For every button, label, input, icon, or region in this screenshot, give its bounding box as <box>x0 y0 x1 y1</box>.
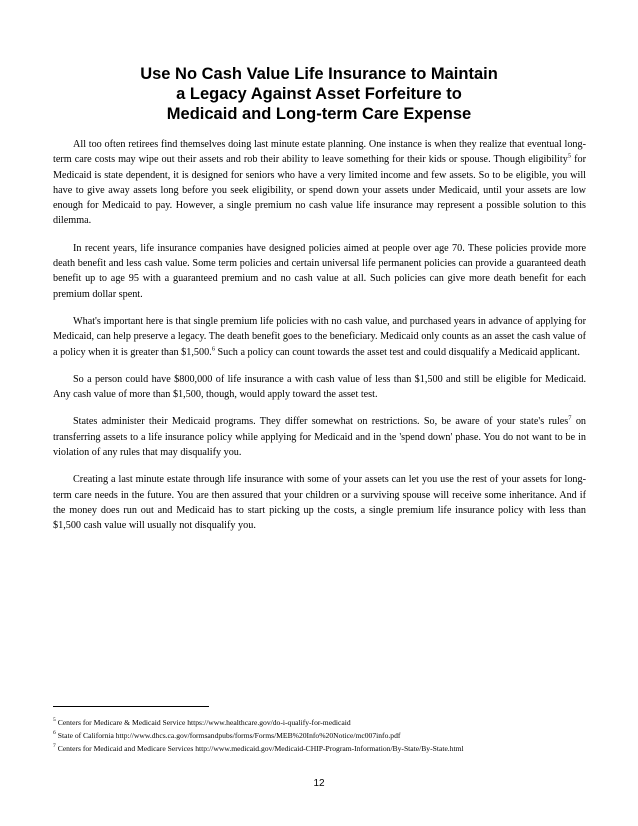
footnote-number: 7 <box>53 743 56 750</box>
footnote-text[interactable]: State of California http://www.dhcs.ca.gov/formsandpubs/forms/Forms/MEB%20Info%20Notice/mc007info.pdf <box>57 731 401 740</box>
footnote-ref-7[interactable]: 7 <box>568 415 572 423</box>
paragraph-5 <box>53 414 586 460</box>
footnote-7 <box>53 742 613 755</box>
footnote-number: 6 <box>53 730 56 737</box>
paragraph-1 <box>53 137 586 229</box>
title-line-1: Use No Cash Value Life Insurance to Maintain <box>140 65 498 83</box>
footnote-text[interactable]: Centers for Medicare & Medicaid Service https://www.healthcare.gov/do-i-qualify-for-medicaid <box>57 718 351 727</box>
paragraph-1-text-a: All too often retirees find themselves doing last minute estate planning. One instance is when they realize that eventual long-term care costs may wipe out their assets and rob their ability to leave something for their kids or spouse. Though eligibility <box>53 139 586 166</box>
footnote-divider <box>53 706 209 707</box>
footnote-text[interactable]: Centers for Medicaid and Medicare Services http://www.medicaid.gov/Medicaid-CHIP-Program-Information/By-State/By-State.html <box>57 744 464 753</box>
paragraph-6: Creating a last minute estate through life insurance with some of your assets can let you use the rest of your assets for long-term care needs in the future. You are then assured that your children or a surviving spouse will receive some inheritance. And if the money does run out and Medicaid has to start picking up the costs, a single premium life insurance policy with less than $1,500 cash value will usually not disqualify you. <box>53 474 586 532</box>
page-title <box>40 64 598 124</box>
paragraph-4: So a person could have $800,000 of life insurance a with cash value of less than $1,500 and still be eligible for Medicaid. Any cash value of more than $1,500, though, would apply toward the asset test. <box>53 373 586 401</box>
footnotes <box>53 716 613 755</box>
title-line-2: a Legacy Against Asset Forfeiture to <box>176 85 462 103</box>
footnote-5 <box>53 716 613 729</box>
footnote-ref-5[interactable]: 5 <box>567 152 572 160</box>
paragraph-3 <box>53 314 586 360</box>
paragraph-2: In recent years, life insurance companies have designed policies aimed at people over age 70. These policies provide more death benefit and less cash value. Some term policies and certain universal life permanent policies can provide a guaranteed death benefit up to age 95 with a guaranteed premium and no cash value at all. Such policies can give more death benefit for each premium dollar spent. <box>53 242 586 300</box>
paragraph-5-text-a: States administer their Medicaid programs. They differ somewhat on restrictions. So, be aware of your state's rules <box>73 416 569 428</box>
footnote-number: 5 <box>53 717 56 724</box>
page-number: 12 <box>313 778 325 789</box>
paragraph-3-text-b: Such a policy can count towards the asset test and could disqualify a Medicaid applicant. <box>214 346 580 358</box>
footnote-6 <box>53 729 613 742</box>
paragraph-5-text-b: on transferring assets to a life insurance policy while applying for Medicaid and in the 'spend down' phase. You do not want to be in violation of any rules that may disqualify you. <box>53 416 587 459</box>
footnote-ref-6[interactable]: 6 <box>211 345 215 353</box>
paragraph-1-text-b: for Medicaid is state dependent, it is designed for seniors who have a very limited income and few assets. So to be eligible, you will have to give away assets long before you seek eligibility, or spend down your assets under Medicaid, until your assets are low enough for Medicaid to pay. However, a single premium no cash value life insurance may represent a possible solution to this dilemma. <box>53 154 586 227</box>
body-text <box>53 137 586 546</box>
title-line-3: Medicaid and Long-term Care Expense <box>166 105 472 123</box>
paragraph-3-text-a: What's important here is that single premium life policies with no cash value, and purchased years in advance of applying for Medicaid, can help preserve a legacy. The death benefit goes to the beneficiary. Medicaid only counts as an asset the cash value of a policy when it is greater than $1,500. <box>53 315 586 358</box>
